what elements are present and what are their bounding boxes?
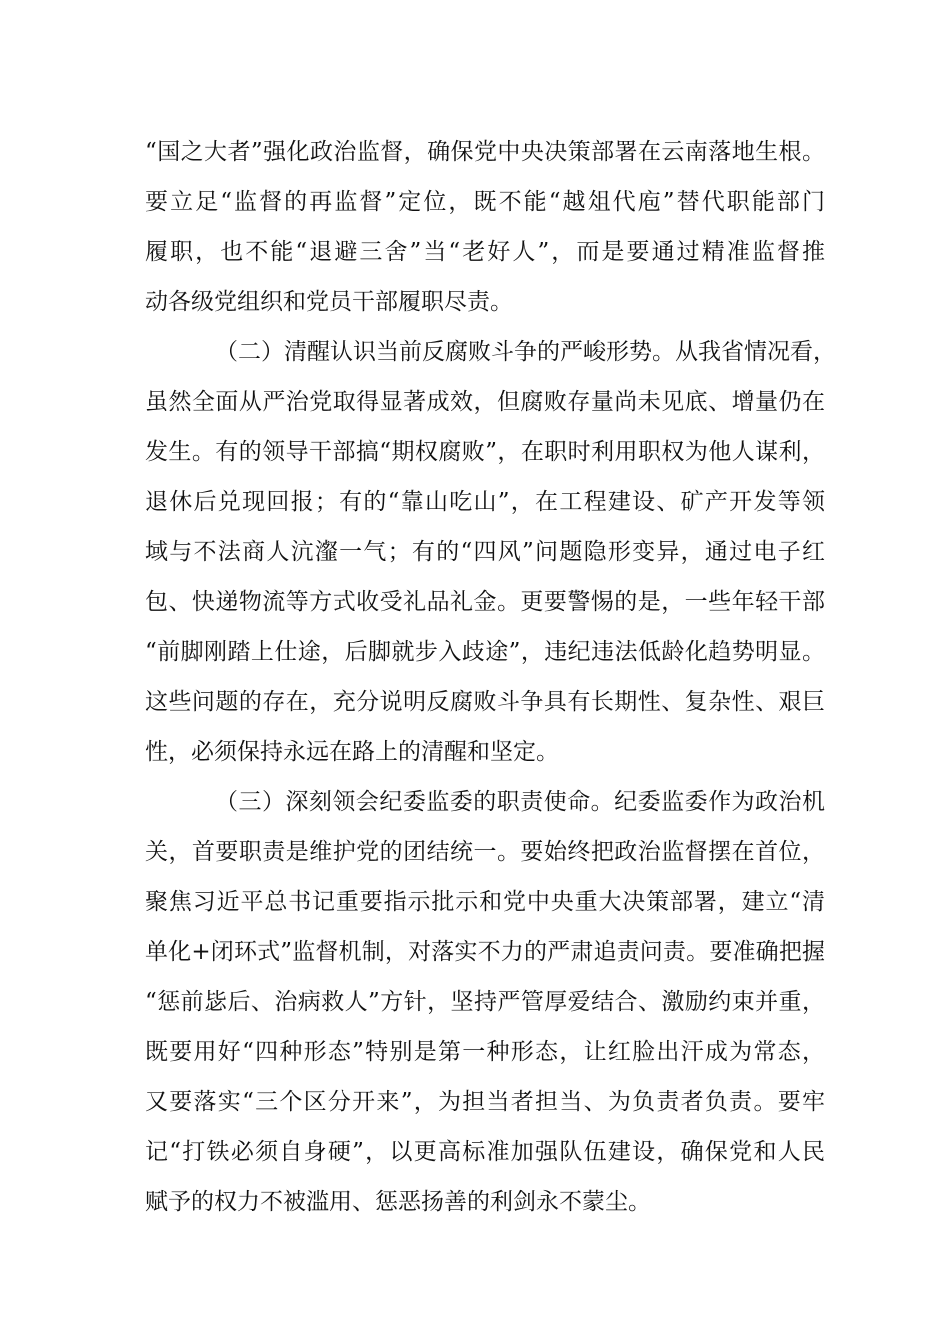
text-line: 这些问题的存在，充分说明反腐败斗争具有长期性、复杂性、艰巨 (145, 689, 825, 715)
text-line: 包、快递物流等方式收受礼品礼金。更要警惕的是，一些年轻干部 (145, 589, 825, 615)
text-line: 动各级党组织和党员干部履职尽责。 (145, 289, 513, 315)
section-heading-line: （三）深刻领会纪委监委的职责使命。纪委监委作为政治机 (215, 789, 825, 815)
text-line: 聚焦习近平总书记重要指示批示和党中央重大决策部署，建立“清 (145, 889, 825, 915)
text-line: 性，必须保持永远在路上的清醒和坚定。 (145, 739, 559, 765)
text-line: 赋予的权力不被滥用、惩恶扬善的利剑永不蒙尘。 (145, 1189, 651, 1215)
text-line: “国之大者”强化政治监督，确保党中央决策部署在云南落地生根。 (145, 139, 825, 165)
text-line: 履职，也不能“退避三舍”当“老好人”，而是要通过精准监督推 (145, 239, 825, 265)
text-line: 退休后兑现回报；有的“靠山吃山”，在工程建设、矿产开发等领 (145, 489, 825, 515)
text-line: 单化+闭环式”监督机制，对落实不力的严肃追责问责。要准确把握 (145, 939, 825, 965)
text-line: 域与不法商人沆瀣一气；有的“四风”问题隐形变异，通过电子红 (145, 539, 825, 565)
text-line: 要立足“监督的再监督”定位，既不能“越俎代庖”替代职能部门 (145, 189, 825, 215)
text-line: “惩前毖后、治病救人”方针，坚持严管厚爱结合、激励约束并重， (145, 989, 825, 1015)
text-line: 既要用好“四种形态”特别是第一种形态，让红脸出汗成为常态， (145, 1039, 825, 1065)
section-heading-line: （二）清醒认识当前反腐败斗争的严峻形势。从我省情况看， (215, 339, 836, 365)
text-line: 虽然全面从严治党取得显著成效，但腐败存量尚未见底、增量仍在 (145, 389, 825, 415)
text-line: 记“打铁必须自身硬”，以更高标准加强队伍建设，确保党和人民 (145, 1139, 825, 1165)
text-line: 又要落实“三个区分开来”，为担当者担当、为负责者负责。要牢 (145, 1089, 825, 1115)
text-line: 发生。有的领导干部搞“期权腐败”，在职时利用职权为他人谋利， (145, 439, 825, 465)
text-line: “前脚刚踏上仕途，后脚就步入歧途”，违纪违法低龄化趋势明显。 (145, 639, 825, 665)
text-line: 关，首要职责是维护党的团结统一。要始终把政治监督摆在首位， (145, 839, 825, 865)
